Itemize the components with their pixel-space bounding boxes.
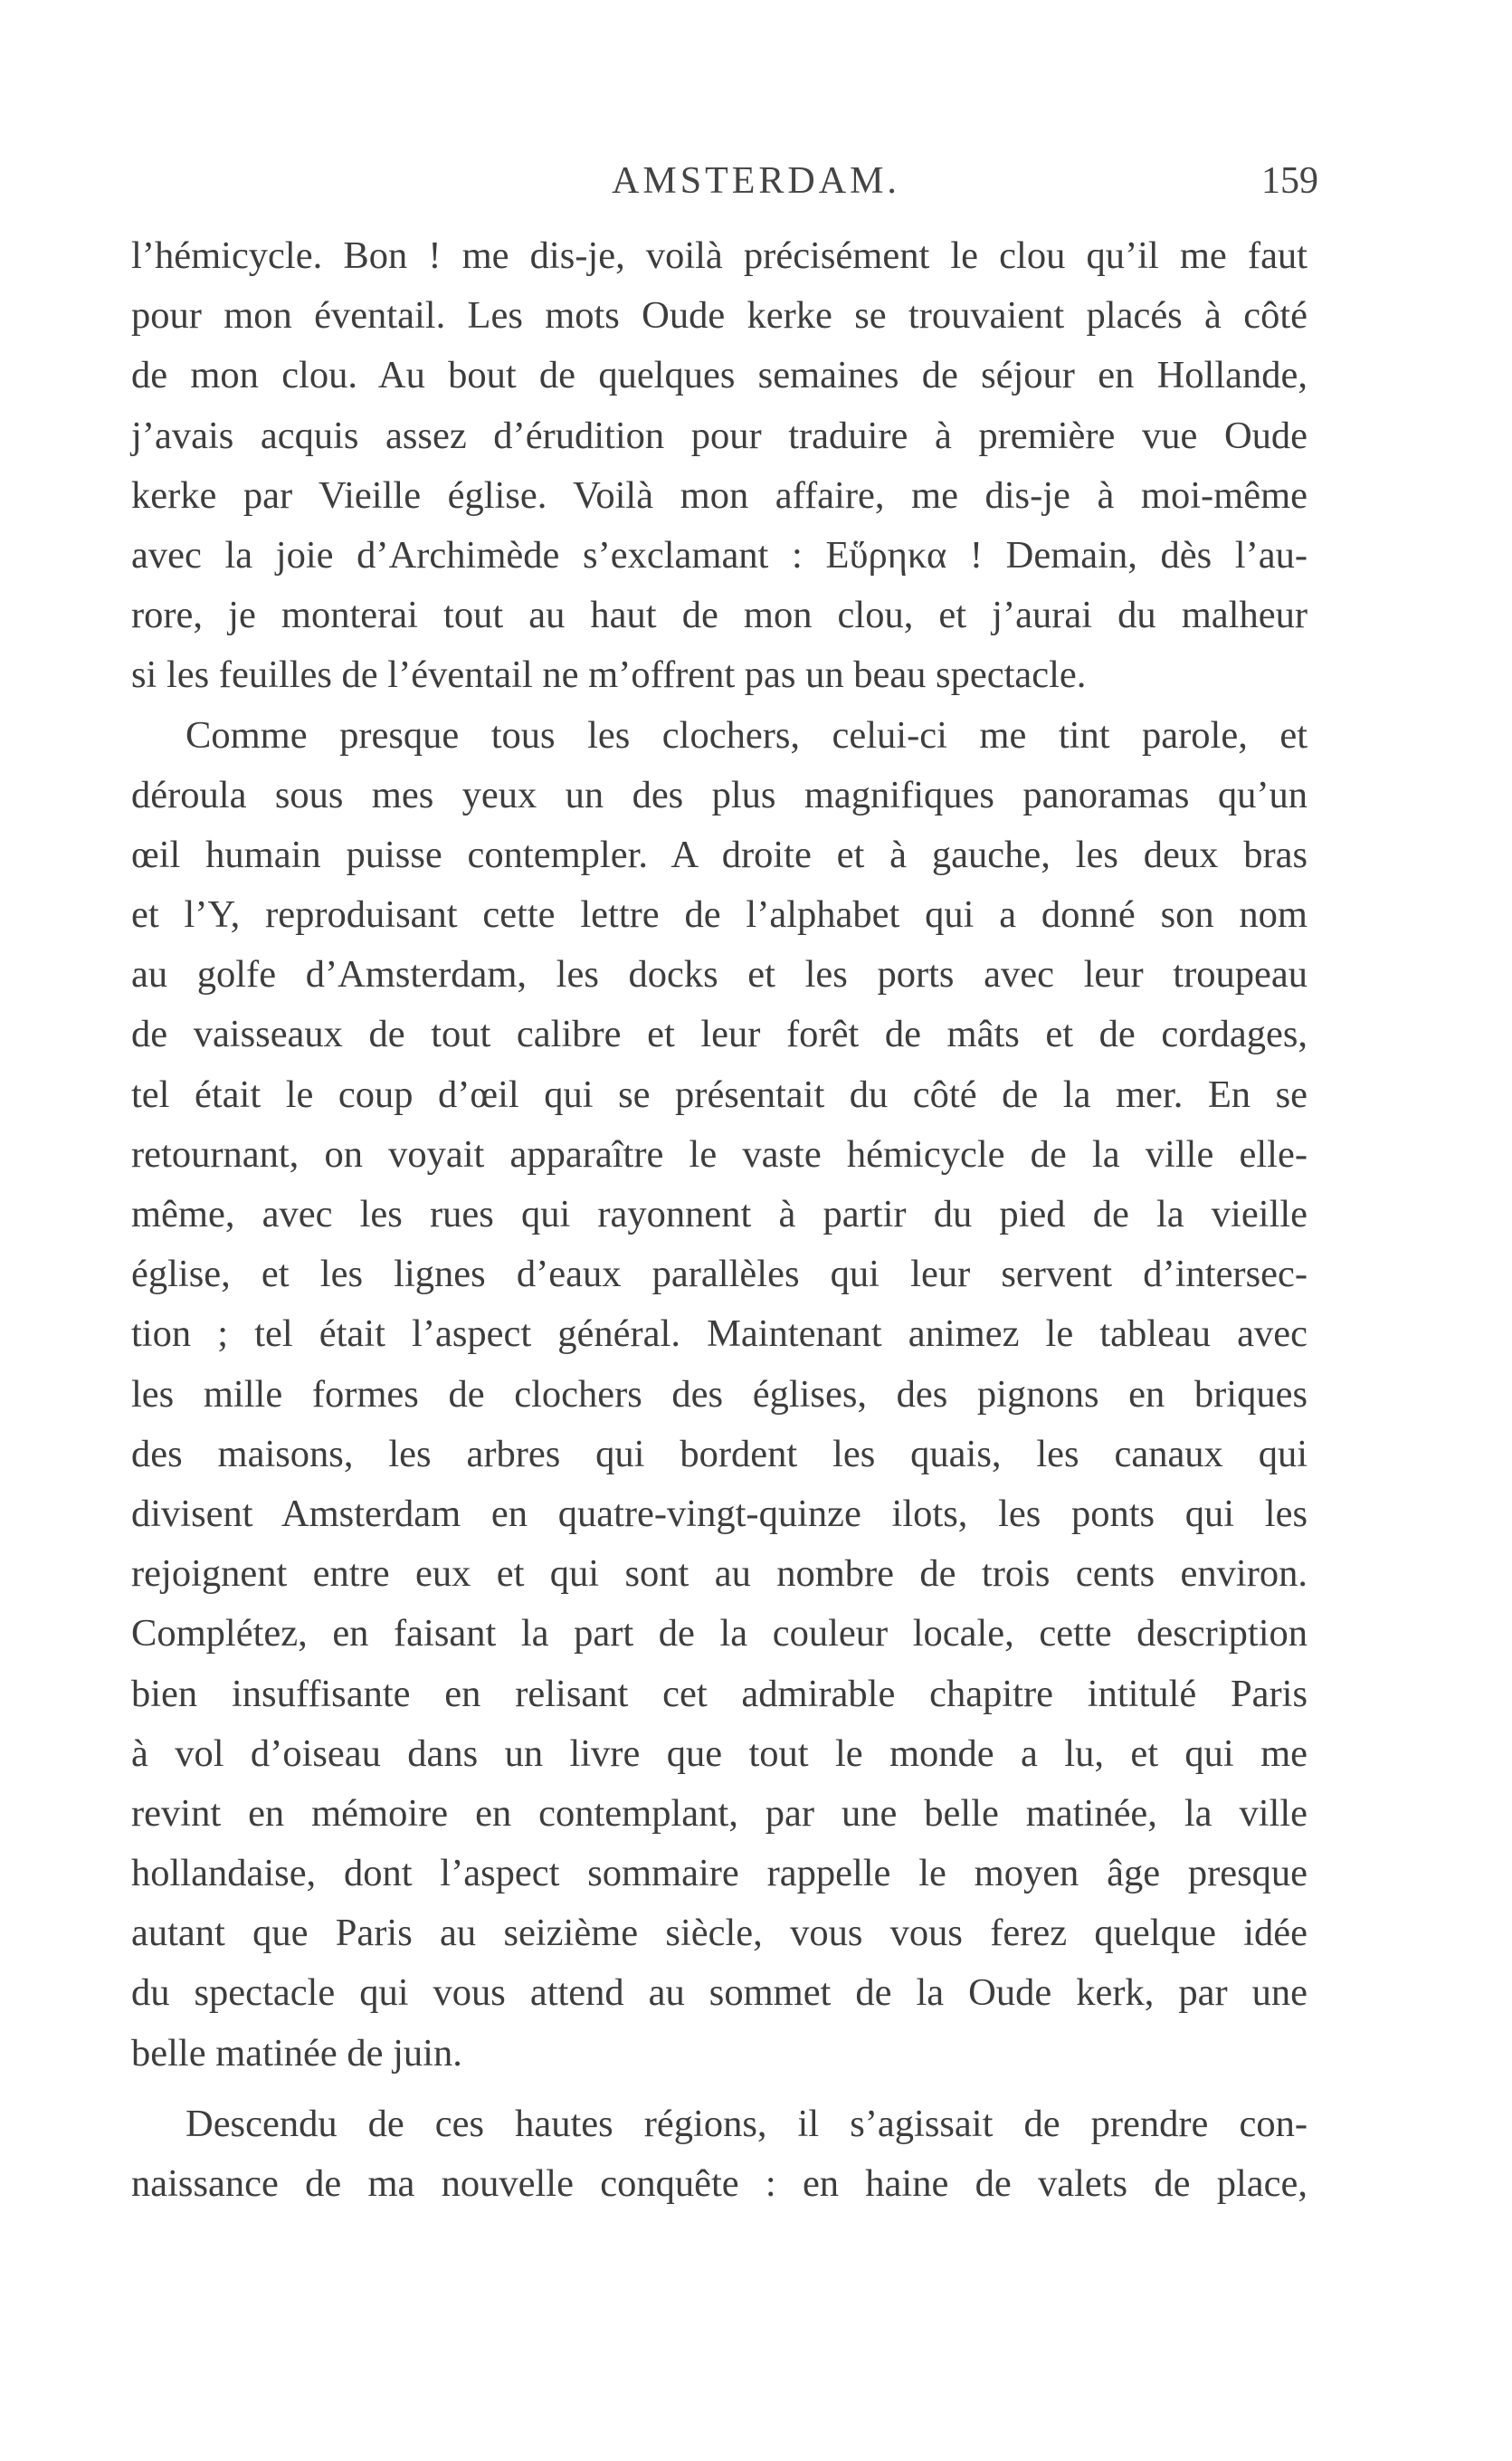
text-line: Comme presque tous les clochers, celui-ci me tint parole, et — [185, 713, 1308, 757]
paragraph-gap — [131, 2084, 1308, 2094]
text-line: belle matinée de juin. — [131, 2031, 462, 2075]
text-line: si les feuilles de l’éventail ne m’offrent pas un beau spectacle. — [131, 653, 1087, 697]
page-number: 159 — [1261, 160, 1318, 202]
text-line: Complétez, en faisant la part de la couleur locale, cette description — [131, 1612, 1308, 1655]
text-line: hollandaise, dont l’aspect sommaire rappelle le moyen âge presque — [131, 1852, 1308, 1895]
text-line: naissance de ma nouvelle conquête : en haine de valets de place, — [131, 2162, 1308, 2205]
text-line: autant que Paris au seizième siècle, vous vous ferez quelque idée — [131, 1912, 1308, 1955]
paragraph — [131, 2094, 1308, 2214]
text-line: avec la joie d’Archimède s’exclamant : Εὕρηκα ! Demain, dès l’au- — [131, 533, 1308, 577]
text-line: et l’Y, reproduisant cette lettre de l’alphabet qui a donné son nom — [131, 893, 1308, 937]
text-line: au golfe d’Amsterdam, les docks et les ports avec leur troupeau — [131, 953, 1308, 997]
paragraph — [131, 226, 1308, 706]
text-line: œil humain puisse contempler. A droite et à gauche, les deux bras — [131, 833, 1308, 876]
text-line: divisent Amsterdam en quatre-vingt-quinze ilots, les ponts qui les — [131, 1492, 1308, 1535]
paragraph — [131, 706, 1308, 2084]
text-line: l’hémicycle. Bon ! me dis-je, voilà précisément le clou qu’il me faut — [131, 234, 1308, 277]
text-line: déroula sous mes yeux un des plus magnifiques panoramas qu’un — [131, 773, 1308, 816]
text-line: de mon clou. Au bout de quelques semaines de séjour en Hollande, — [131, 354, 1308, 397]
text-line: de vaisseaux de tout calibre et leur forêt de mâts et de cordages, — [131, 1013, 1308, 1056]
text-line: bien insuffisante en relisant cet admirable chapitre intitulé Paris — [131, 1672, 1308, 1715]
text-line: église, et les lignes d’eaux parallèles qui leur servent d’intersec- — [131, 1253, 1308, 1296]
text-line: pour mon éventail. Les mots Oude kerke se trouvaient placés à côté — [131, 294, 1308, 338]
text-line: j’avais acquis assez d’érudition pour traduire à première vue Oude — [131, 414, 1308, 457]
text-line: du spectacle qui vous attend au sommet de la Oude kerk, par une — [131, 1971, 1308, 2015]
text-line: kerke par Vieille église. Voilà mon affaire, me dis-je à moi-même — [131, 473, 1308, 517]
text-line: Descendu de ces hautes régions, il s’agissait de prendre con- — [185, 2102, 1308, 2145]
text-line: des maisons, les arbres qui bordent les quais, les canaux qui — [131, 1432, 1308, 1475]
text-line: rejoignent entre eux et qui sont au nombre de trois cents environ. — [131, 1552, 1308, 1596]
text-line: à vol d’oiseau dans un livre que tout le monde a lu, et qui me — [131, 1731, 1308, 1775]
text-line: rore, je monterai tout au haut de mon clou, et j’aurai du malheur — [131, 594, 1308, 637]
text-line: revint en mémoire en contemplant, par une belle matinée, la ville — [131, 1791, 1308, 1835]
text-line: même, avec les rues qui rayonnent à partir du pied de la vieille — [131, 1193, 1308, 1235]
text-line: les mille formes de clochers des églises, des pignons en briques — [131, 1372, 1308, 1416]
body-text — [131, 226, 1308, 2214]
running-title: AMSTERDAM. — [612, 160, 900, 202]
text-line: retournant, on voyait apparaître le vaste hémicycle de la ville elle- — [131, 1132, 1308, 1176]
running-header — [0, 159, 1512, 214]
text-line: tel était le coup d’œil qui se présentait du côté de la mer. En se — [131, 1073, 1308, 1116]
text-line: tion ; tel était l’aspect général. Maintenant animez le tableau avec — [131, 1312, 1308, 1356]
